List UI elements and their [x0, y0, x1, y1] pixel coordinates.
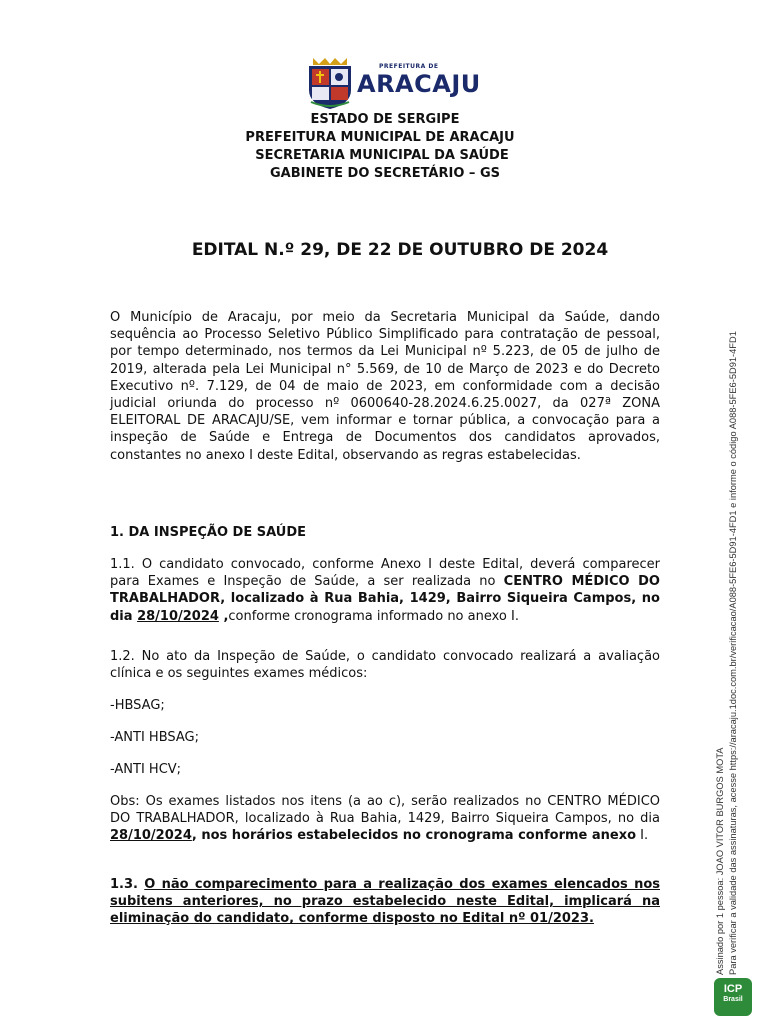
intro-paragraph: O Município de Aracaju, por meio da Secretaria Municipal da Saúde, dando sequência ao Processo Seletivo Público Simplificado para contratação de pessoal, por tempo determinado, nos termos da Lei Municipal nº 5.223, de 05 de julho de 2019, alterada pela Lei Municipal n° 5.569, de 10 de Março de 2023 e do Decreto Executivo nº. 7.129, de 04 de maio de 2023, em conformidade com a decisão judicial oriunda do processo nº 0600640-28.2024.6.25.0027, da 027ª ZONA ELEITORAL DE ARACAJU/SE, vem informar e tornar pública, a convocação para a inspeção de Saúde e Entrega de Documentos dos candidatos aprovados, constantes no anexo I deste Edital, observando as regras estabelecidas.: [110, 310, 660, 463]
obs-text-end: I.: [636, 828, 649, 844]
p13-text: O não comparecimento para a realização dos exames elencados nos subitens anteriores, no prazo estabelecido neste Edital, implicará na eliminação do candidato, conforme disposto no Edital nº 01/2023.: [110, 877, 660, 927]
exam-item: -ANTI HCV;: [110, 762, 182, 777]
logo-big-text: ARACAJU: [357, 70, 481, 98]
icp-text: ICP: [723, 983, 743, 995]
logo-small-text: PREFEITURA DE: [379, 63, 439, 70]
obs-text: Obs: Os exames listados nos itens (a ao c), serão realizados no CENTRO MÉDICO DO TRABALHADOR, localizado à Rua Bahia, 1429, Bairro Siqueira Campos, no dia: [110, 794, 660, 827]
p11-text: 1.1. O candidato convocado, conforme Anexo I deste Edital, deverá comparecer para Exames e Inspeção de Saúde, a ser realizada no: [110, 557, 660, 590]
paragraph-1-2: 1.2. No ato da Inspeção de Saúde, o candidato convocado realizará a avaliação clínica e os seguintes exames médicos:: [110, 649, 660, 682]
header-line-3: SECRETARIA MUNICIPAL DA SAÚDE: [255, 148, 509, 163]
obs-paragraph: [110, 793, 660, 845]
aracaju-logo: [305, 56, 483, 110]
signature-verification-note: [714, 325, 740, 975]
obs-bold: , nos horários estabelecidos no cronograma conforme anexo: [191, 828, 637, 844]
edital-title: EDITAL N.º 29, DE 22 DE OUTUBRO DE 2024: [191, 240, 609, 260]
signer-line: Assinado por 1 pessoa: JOAO VITOR BURGOS MOTA: [715, 747, 725, 975]
p11-location: CENTRO MÉDICO DO TRABALHADOR, localizado à Rua Bahia, 1429, Bairro Siqueira Campos, no dia: [110, 574, 660, 624]
exam-item: -HBSAG;: [110, 698, 165, 713]
section-heading: 1. DA INSPEÇÃO DE SAÚDE: [110, 525, 307, 540]
p11-date: 28/10/2024: [137, 608, 219, 624]
header-line-1: ESTADO DE SERGIPE: [310, 112, 460, 127]
coat-of-arms-icon: [305, 56, 355, 110]
icp-brasil-badge: [714, 978, 752, 1016]
obs-date: 28/10/2024: [110, 828, 192, 844]
paragraph-1-3: [110, 876, 660, 928]
header-line-4: GABINETE DO SECRETÁRIO – GS: [270, 166, 500, 181]
p11-comma: ,: [218, 608, 229, 624]
p11-text-end: conforme cronograma informado no anexo I.: [228, 608, 519, 624]
document-header: [0, 111, 768, 183]
exam-item: -ANTI HBSAG;: [110, 730, 200, 745]
verification-line[interactable]: Para verificar a validade das assinaturas, acesse https://aracaju.1doc.com.br/verificacao/A088-5FE6-5D91-4FD1 e informe o código A088-5FE6-5D91-4FD1: [728, 331, 738, 975]
icp-brasil-text: Brasil: [723, 996, 743, 1003]
paragraph-1-1: [110, 556, 660, 625]
p13-number: 1.3.: [110, 877, 145, 892]
header-line-2: PREFEITURA MUNICIPAL DE ARACAJU: [245, 130, 515, 145]
